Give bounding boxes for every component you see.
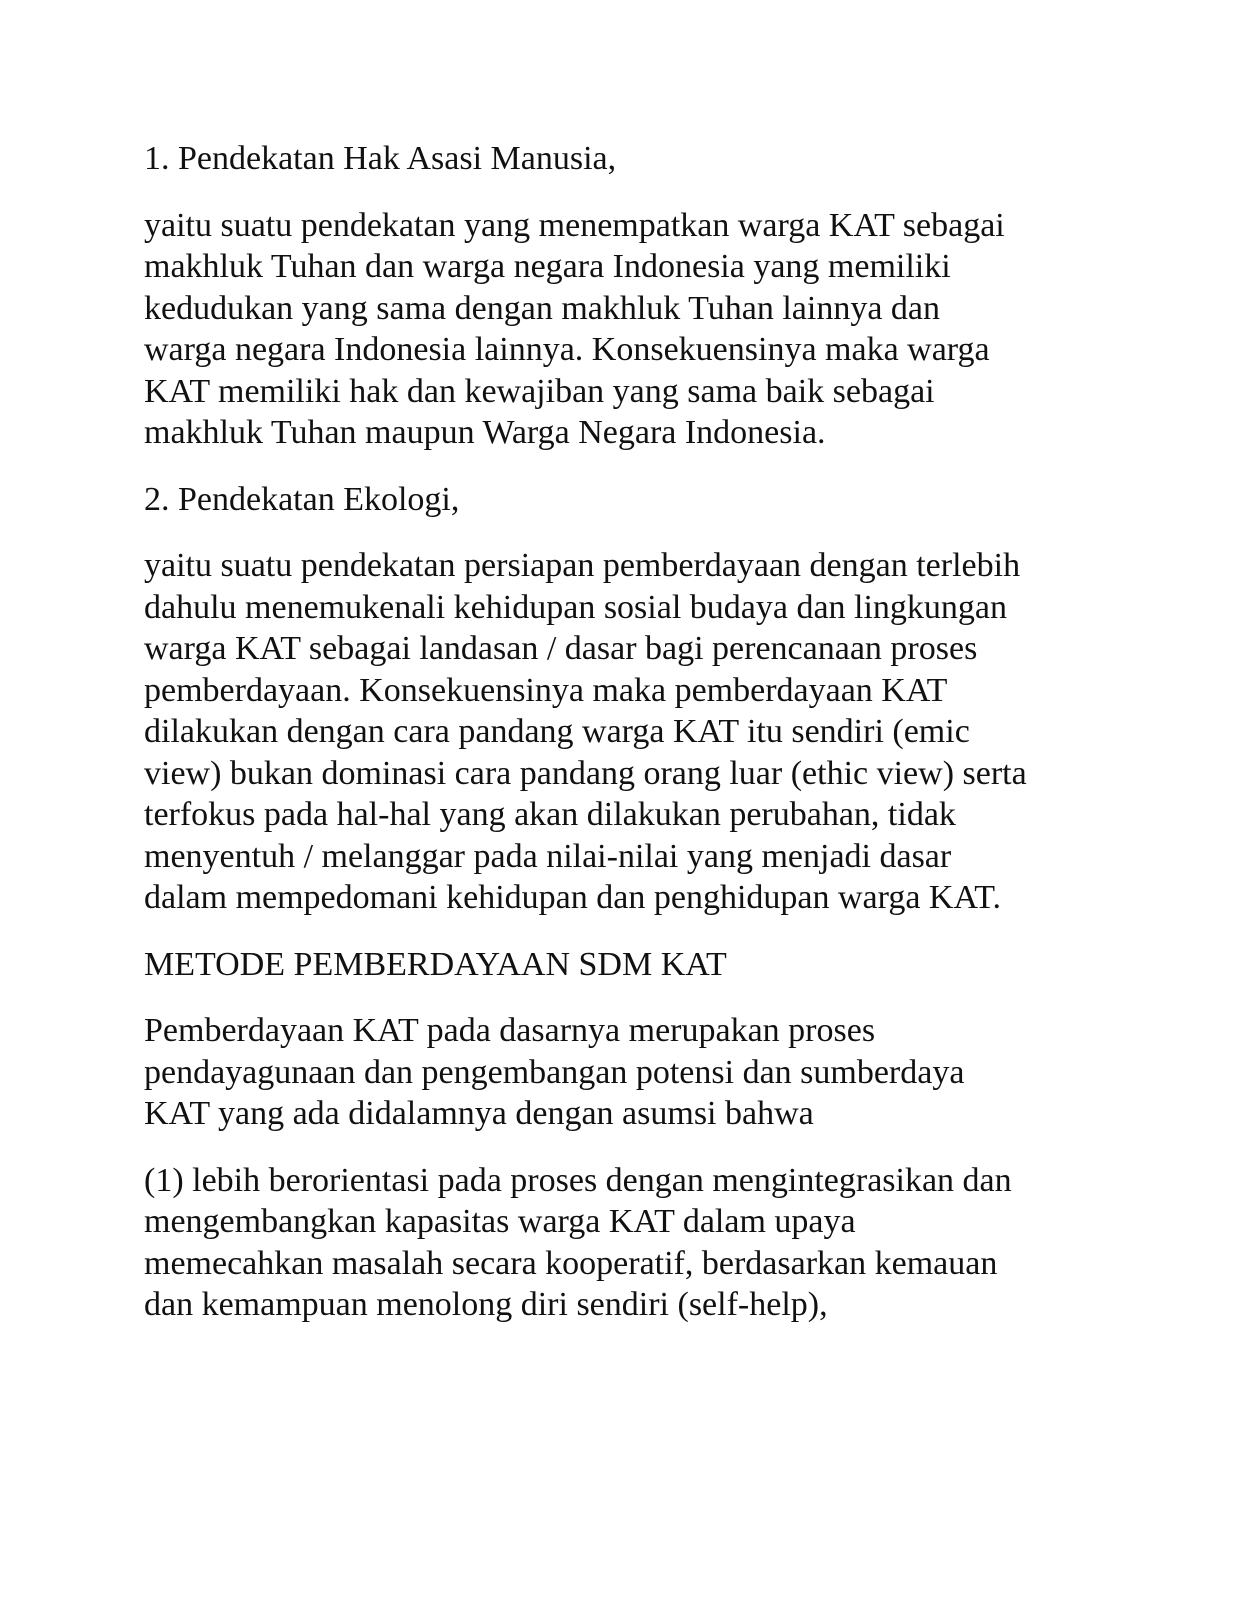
paragraph-assumption-1: (1) lebih berorientasi pada proses dengan mengintegrasikan dan mengembangkan kapasitas warga KAT dalam upaya memecahkan masalah secara kooperatif, berdasarkan kemauan dan kemampuan menolong diri sendiri (self-help), bbox=[144, 1161, 1012, 1323]
heading-human-rights-approach: 1. Pendekatan Hak Asasi Manusia, bbox=[144, 140, 617, 177]
document-body bbox=[144, 138, 1084, 1326]
heading-ecology-approach: 2. Pendekatan Ekologi, bbox=[144, 480, 460, 518]
section-heading-methods: METODE PEMBERDAYAAN SDM KAT bbox=[144, 945, 727, 983]
paragraph-empowerment-intro: Pemberdayaan KAT pada dasarnya merupakan proses pendayagunaan dan pengembangan potensi dan sumberdaya KAT yang ada didalamnya dengan asumsi bahwa bbox=[144, 1012, 965, 1132]
paragraph-human-rights-approach: yaitu suatu pendekatan yang menempatkan warga KAT sebagai makhluk Tuhan dan warga negara Indonesia yang memiliki kedudukan yang sama dengan makhluk Tuhan lainnya dan warga negara Indonesia lainnya. Konsekuensinya maka warga KAT memiliki hak dan kewajiban yang sama baik sebagai makhluk Tuhan maupun Warga Negara Indonesia. bbox=[144, 206, 1005, 451]
paragraph-ecology-approach: yaitu suatu pendekatan persiapan pemberdayaan dengan terlebih dahulu menemukenali kehidupan sosial budaya dan lingkungan warga KAT sebagai landasan / dasar bagi perencanaan proses pemberdayaan. Konsekuensinya maka pemberdayaan KAT dilakukan dengan cara pandang warga KAT itu sendiri (emic view) bukan dominasi cara pandang orang luar (ethic view) serta terfokus pada hal-hal yang akan dilakukan perubahan, tidak menyentuh / melanggar pada nilai-nilai yang menjadi dasar dalam mempedomani kehidupan dan penghidupan warga KAT. bbox=[144, 547, 1027, 916]
